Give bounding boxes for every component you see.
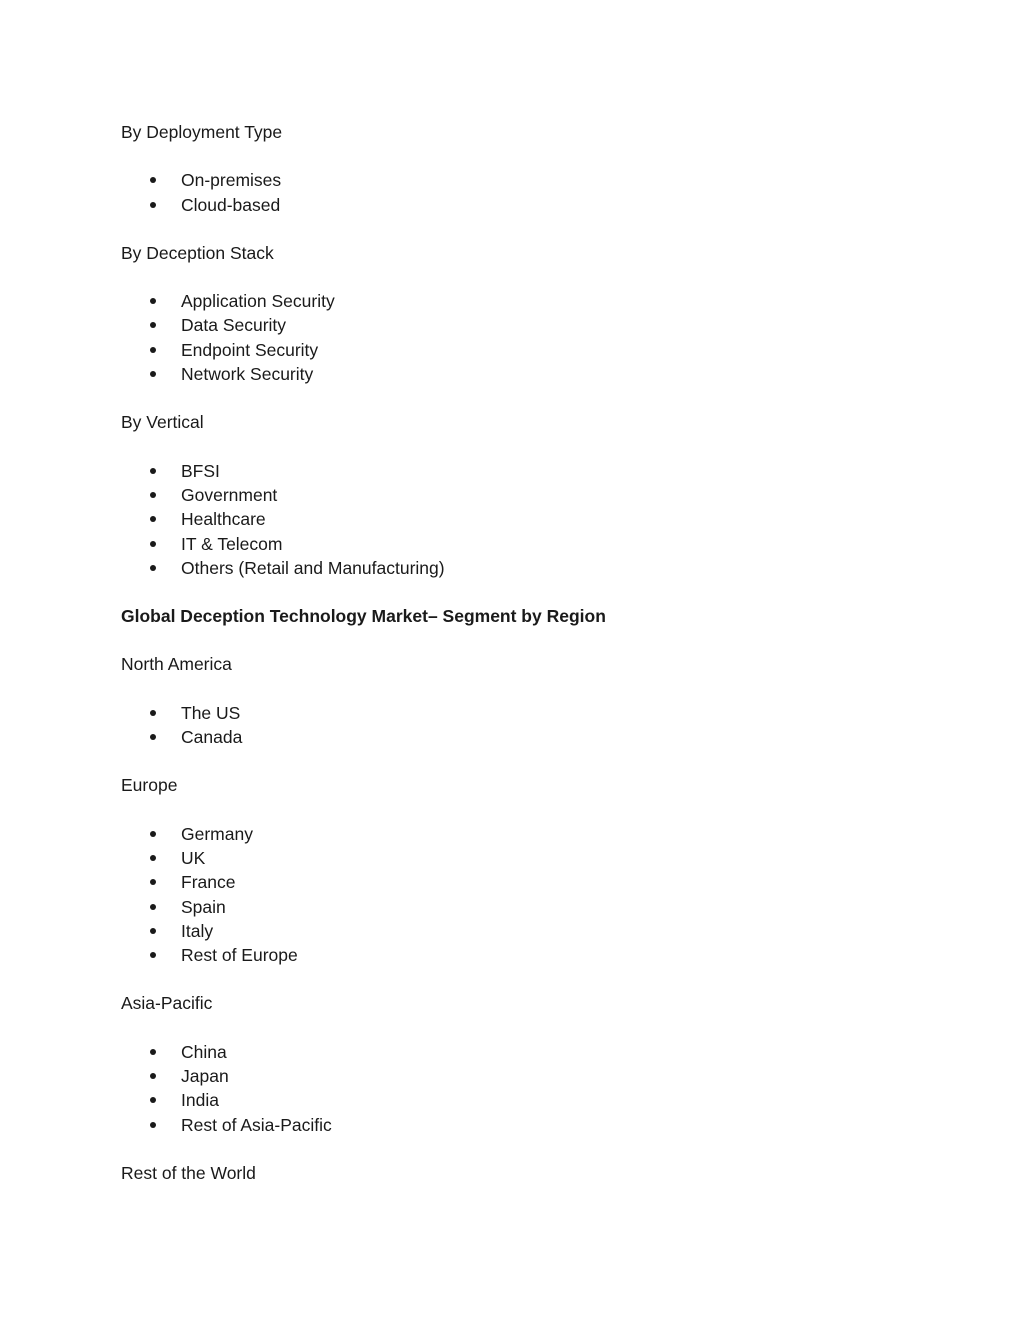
deployment-type-list [121,168,921,217]
bullet-icon [150,710,156,716]
list-item: India [121,1088,921,1112]
bullet-icon [150,904,156,910]
section-heading-rest-of-world: Rest of the World [121,1162,256,1183]
list-item: France [121,870,921,894]
list-item: Data Security [121,313,921,337]
bullet-icon [150,202,156,208]
bullet-icon [150,565,156,571]
section-heading-europe: Europe [121,775,178,796]
section-heading-asia-pacific: Asia-Pacific [121,993,213,1014]
list-item: Spain [121,895,921,919]
bullet-icon [150,855,156,861]
list-item: Government [121,483,921,507]
section-heading-deployment-type: By Deployment Type [121,122,283,142]
section-heading-north-america: North America [121,654,232,675]
bullet-icon [150,541,156,547]
list-item: Rest of Europe [121,943,921,967]
bullet-icon [150,371,156,377]
list-item: Endpoint Security [121,338,921,362]
bullet-icon [150,468,156,474]
bullet-icon [150,952,156,958]
list-item: Germany [121,822,921,846]
bullet-icon [150,322,156,328]
bullet-icon [150,1097,156,1103]
bullet-icon [150,879,156,885]
list-item: Network Security [121,362,921,386]
list-item: BFSI [121,459,921,483]
list-item: China [121,1040,921,1064]
list-item: Italy [121,919,921,943]
section-heading-deception-stack: By Deception Stack [121,242,274,263]
list-item: Others (Retail and Manufacturing) [121,556,921,580]
europe-list [121,822,921,968]
vertical-list [121,459,921,580]
list-item: Healthcare [121,507,921,531]
document-page [121,120,921,1185]
list-item: The US [121,701,921,725]
list-item: Canada [121,725,921,749]
bullet-icon [150,1073,156,1079]
list-item: Japan [121,1064,921,1088]
list-item: IT & Telecom [121,532,921,556]
section-heading-vertical: By Vertical [121,412,204,433]
bullet-icon [150,831,156,837]
list-item: UK [121,846,921,870]
bullet-icon [150,1122,156,1128]
list-item: Rest of Asia-Pacific [121,1113,921,1137]
bullet-icon [150,734,156,740]
deception-stack-list [121,289,921,386]
asia-pacific-list [121,1040,921,1137]
list-item: Cloud-based [121,193,921,217]
north-america-list [121,701,921,750]
bullet-icon [150,347,156,353]
list-item: Application Security [121,289,921,313]
bullet-icon [150,1049,156,1055]
bullet-icon [150,516,156,522]
bullet-icon [150,492,156,498]
bullet-icon [150,928,156,934]
region-section-title: Global Deception Technology Market– Segment by Region [121,606,606,627]
bullet-icon [150,298,156,304]
list-item: On-premises [121,168,921,192]
bullet-icon [150,177,156,183]
